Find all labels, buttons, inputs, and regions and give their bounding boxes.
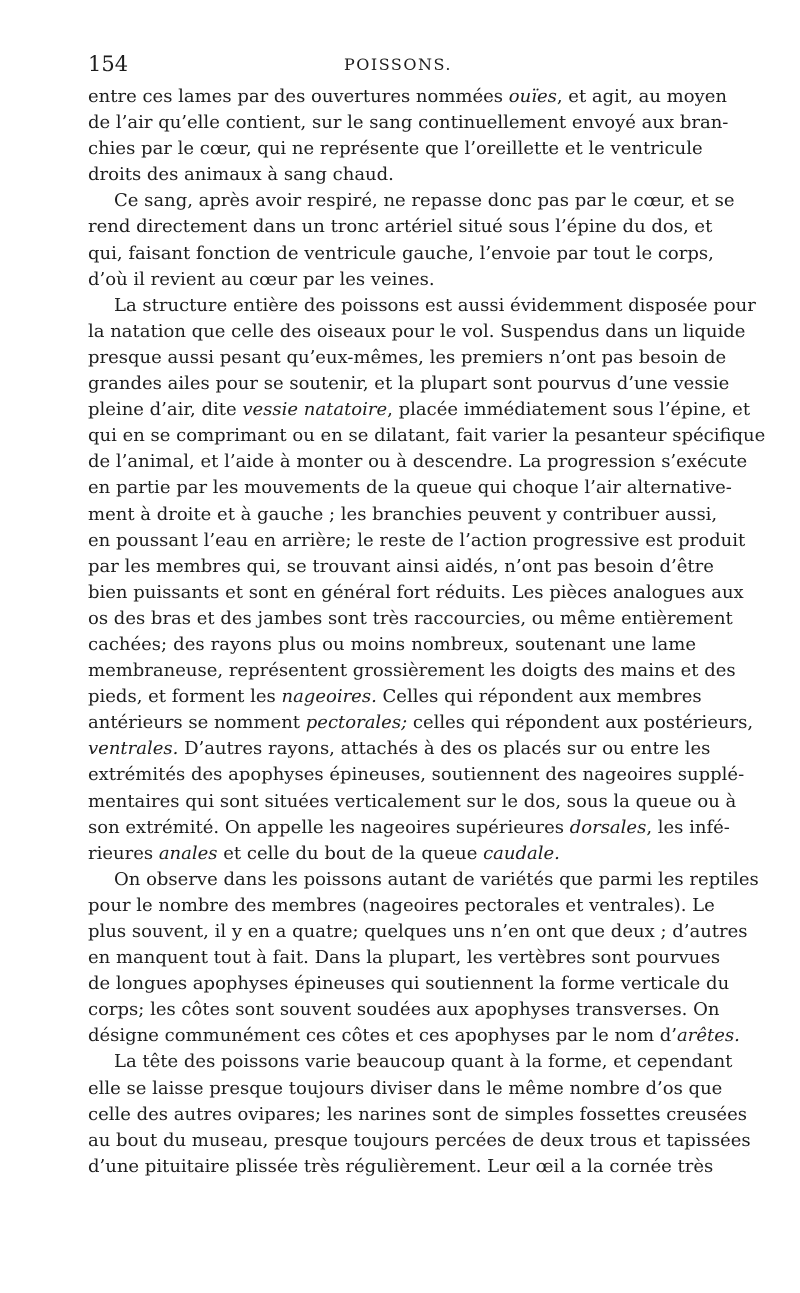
text-segment: mentaires qui sont situées verticalement sur le dos, sous la queue ou à bbox=[88, 790, 737, 812]
text-line bbox=[88, 971, 730, 997]
text-line bbox=[88, 345, 727, 371]
text-line bbox=[88, 1102, 747, 1128]
text-segment: rend directement dans un tronc artériel situé sous l’épine du dos, et bbox=[88, 216, 713, 238]
running-title: POISSONS. bbox=[344, 55, 452, 74]
text-line bbox=[88, 841, 696, 867]
text-line bbox=[88, 1076, 723, 1102]
page-number: 154 bbox=[88, 52, 129, 76]
text-line bbox=[88, 684, 702, 710]
text-segment: chies par le cœur, qui ne représente que l’oreillette et le ventricule bbox=[88, 138, 703, 160]
text-segment: celles qui répondent aux postérieurs, bbox=[407, 712, 754, 734]
text-line bbox=[88, 710, 754, 736]
text-line bbox=[88, 893, 715, 919]
text-segment: D’autres rayons, attachés à des os placés sur ou entre les bbox=[178, 738, 711, 760]
text-line bbox=[88, 214, 713, 240]
text-line bbox=[88, 632, 696, 658]
text-line bbox=[88, 162, 696, 188]
text-segment: de l’air qu’elle contient, sur le sang continuellement envoyé aux bran- bbox=[88, 112, 729, 134]
text-line bbox=[88, 371, 730, 397]
text-line bbox=[88, 293, 756, 319]
text-line bbox=[88, 84, 727, 110]
text-segment: On observe dans les poissons autant de variétés que parmi les reptiles bbox=[114, 868, 759, 890]
text-line bbox=[88, 945, 721, 971]
text-segment: plus souvent, il y en a quatre; quelques uns n’en ont que deux ; d’autres bbox=[88, 921, 748, 942]
text-segment: de longues apophyses épineuses qui soutiennent la forme verticale du bbox=[88, 973, 730, 995]
text-segment: qui en se comprimant ou en se dilatant, fait varier la pesanteur spécifique bbox=[88, 425, 766, 447]
text-segment: par les membres qui, se trouvant ainsi aidés, n’ont pas besoin d’être bbox=[88, 555, 714, 577]
page-header bbox=[88, 52, 708, 82]
text-segment: qui, faisant fonction de ventricule gauche, l’envoie par tout le corps, bbox=[88, 242, 714, 264]
text-line bbox=[88, 502, 718, 528]
text-line bbox=[88, 736, 711, 762]
italic-term: anales bbox=[158, 842, 218, 864]
text-line bbox=[88, 997, 720, 1023]
text-line bbox=[88, 241, 714, 267]
italic-term: caudale. bbox=[483, 842, 560, 864]
text-segment: rieures bbox=[88, 842, 159, 864]
text-line bbox=[88, 319, 746, 345]
text-line bbox=[88, 1128, 751, 1154]
text-segment: la natation que celle des oiseaux pour le vol. Suspendus dans un liquide bbox=[88, 320, 746, 342]
text-segment: celle des autres ovipares; les narines sont de simples fossettes creusées bbox=[88, 1103, 747, 1125]
text-segment: presque aussi pesant qu’eux-mêmes, les premiers n’ont pas besoin de bbox=[88, 346, 727, 368]
text-segment: entre ces lames par des ouvertures nommées bbox=[88, 86, 509, 107]
text-segment: pour le nombre des membres (nageoires pectorales et ventrales). Le bbox=[88, 894, 715, 916]
text-line bbox=[88, 188, 735, 214]
italic-term: vessie natatoire bbox=[242, 399, 388, 421]
text-line bbox=[88, 449, 748, 475]
text-segment: au bout du museau, presque toujours percées de deux trous et tapissées bbox=[88, 1129, 751, 1151]
text-line bbox=[88, 1049, 733, 1075]
text-segment: pleine d’air, dite bbox=[88, 399, 243, 421]
text-segment: bien puissants et sont en général fort réduits. Les pièces analogues aux bbox=[88, 581, 744, 603]
text-segment: son extrémité. On appelle les nageoires supérieures bbox=[88, 816, 570, 838]
text-segment: La structure entière des poissons est aussi évidemment disposée pour bbox=[114, 294, 756, 316]
text-segment: os des bras et des jambes sont très raccourcies, ou même entièrement bbox=[88, 607, 733, 629]
italic-term: dorsales bbox=[569, 816, 647, 838]
text-segment: Ce sang, après avoir respiré, ne repasse donc pas par le cœur, et se bbox=[114, 190, 735, 212]
text-line bbox=[88, 475, 732, 501]
text-segment: d’une pituitaire plissée très régulièrement. Leur œil a la cornée très bbox=[88, 1155, 714, 1177]
text-segment: cachées; des rayons plus ou moins nombreux, soutenant une lame bbox=[88, 633, 696, 655]
italic-term: arêtes. bbox=[676, 1025, 740, 1047]
text-segment: , placée immédiatement sous l’épine, et bbox=[387, 399, 751, 421]
italic-term: ventrales. bbox=[88, 738, 179, 760]
text-line bbox=[88, 397, 751, 423]
text-line bbox=[88, 867, 759, 893]
text-segment: grandes ailes pour se soutenir, et la plupart sont pourvus d’une vessie bbox=[88, 373, 730, 395]
text-segment: corps; les côtes sont souvent soudées aux apophyses transverses. On bbox=[88, 999, 720, 1021]
body-text bbox=[88, 84, 766, 1180]
text-line bbox=[88, 110, 729, 136]
text-segment: en poussant l’eau en arrière; le reste de l’action progressive est produit bbox=[88, 529, 746, 551]
text-segment: elle se laisse presque toujours diviser dans le même nombre d’os que bbox=[88, 1077, 723, 1099]
text-segment: ment à droite et à gauche ; les branchies peuvent y contribuer aussi, bbox=[88, 503, 718, 525]
text-segment: en partie par les mouvements de la queue qui choque l’air alternative- bbox=[88, 477, 732, 499]
text-line bbox=[88, 267, 696, 293]
text-line bbox=[88, 919, 748, 945]
text-line bbox=[88, 554, 714, 580]
text-segment: et celle du bout de la queue bbox=[217, 842, 484, 864]
text-line bbox=[88, 658, 736, 684]
text-segment: d’où il revient au cœur par les veines. bbox=[88, 268, 435, 290]
text-segment: pieds, et forment les bbox=[88, 686, 282, 708]
text-segment: antérieurs se nomment bbox=[88, 712, 306, 734]
text-line bbox=[88, 815, 730, 841]
text-segment: droits des animaux à sang chaud. bbox=[88, 164, 394, 186]
italic-term: nageoires. bbox=[281, 686, 377, 708]
text-segment: extrémités des apophyses épineuses, soutiennent des nageoires supplé- bbox=[88, 764, 745, 786]
text-segment: , les infé- bbox=[646, 816, 730, 838]
text-line bbox=[88, 1154, 714, 1180]
text-segment: Celles qui répondent aux membres bbox=[376, 686, 702, 708]
text-line bbox=[88, 528, 746, 554]
text-line bbox=[88, 762, 745, 788]
italic-term: ouïes bbox=[508, 86, 557, 107]
text-line bbox=[88, 606, 733, 632]
text-segment: La tête des poissons varie beaucoup quant à la forme, et cependant bbox=[114, 1051, 733, 1073]
text-line bbox=[88, 789, 737, 815]
text-segment: membraneuse, représentent grossièrement les doigts des mains et des bbox=[88, 660, 736, 682]
text-line bbox=[88, 1023, 740, 1049]
text-line bbox=[88, 423, 766, 449]
text-line bbox=[88, 136, 703, 162]
text-line bbox=[88, 580, 744, 606]
text-segment: désigne communément ces côtes et ces apophyses par le nom d’ bbox=[88, 1025, 677, 1047]
text-segment: de l’animal, et l’aide à monter ou à descendre. La progression s’exécute bbox=[88, 451, 748, 473]
text-segment: en manquent tout à fait. Dans la plupart, les vertèbres sont pourvues bbox=[88, 947, 721, 969]
text-segment: , et agit, au moyen bbox=[556, 86, 727, 107]
italic-term: pectorales; bbox=[305, 712, 408, 734]
